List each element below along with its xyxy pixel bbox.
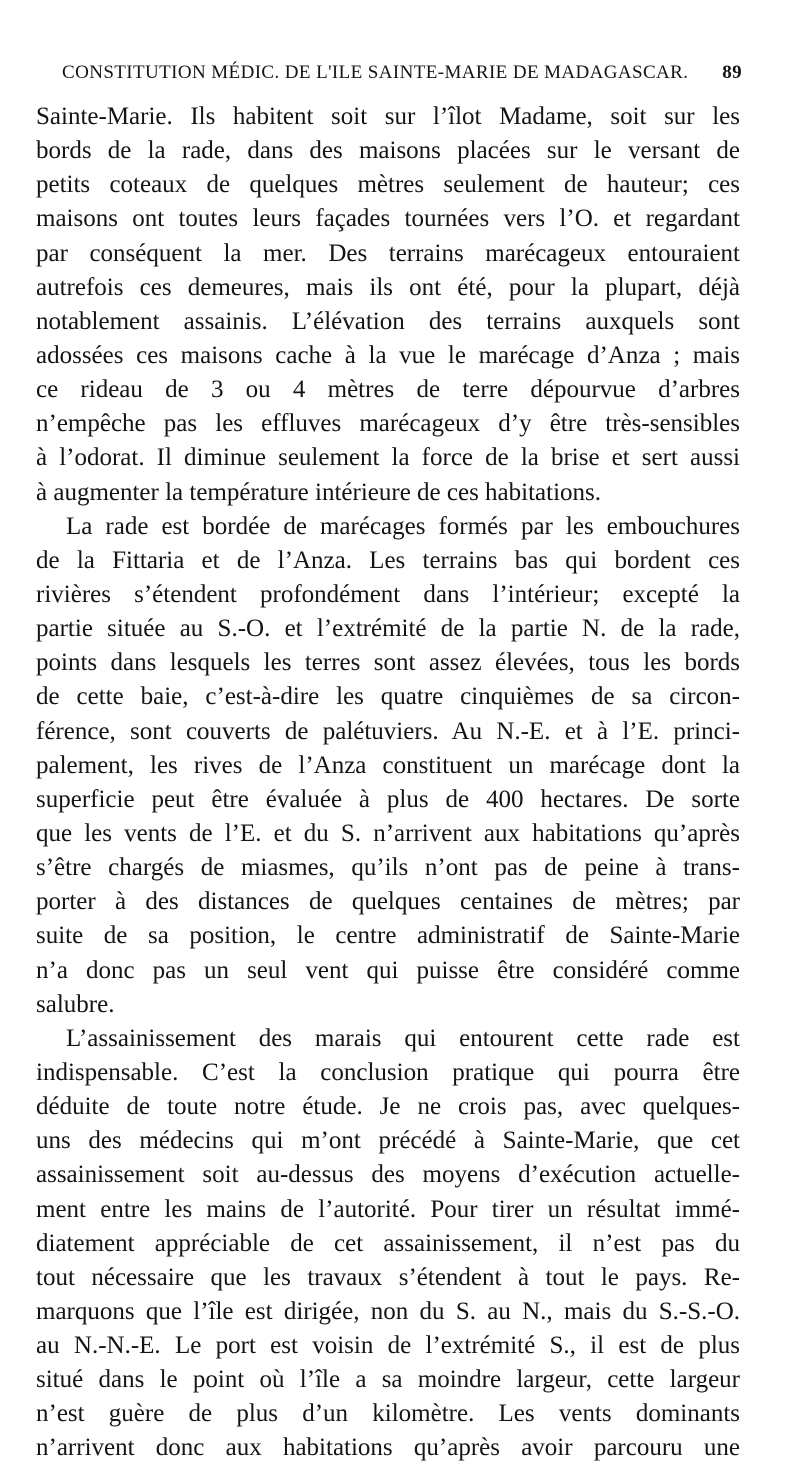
text-line: n’arrivent donc aux habitations qu’après avoir parcouru une — [36, 1434, 740, 1462]
paragraph-continuation — [36, 100, 740, 510]
text-line: L’assainissement des marais qui entourent cette rade est — [66, 1024, 740, 1052]
text-line: par conséquent la mer. Des terrains marécageux entouraient — [36, 239, 740, 267]
text-line: autrefois ces demeures, mais ils ont été, pour la plupart, déjà — [36, 273, 740, 301]
text-line: salubre. — [36, 990, 115, 1018]
text-line: que les vents de l’E. et du S. n’arrivent aux habitations qu’après — [36, 819, 740, 847]
text-line: de la Fittaria et de l’Anza. Les terrains bas qui bordent ces — [36, 546, 740, 574]
text-line: points dans lesquels les terres sont assez élevées, tous les bords — [36, 649, 740, 677]
text-line: palement, les rives de l’Anza constituent un marécage dont la — [36, 751, 740, 779]
text-line: notablement assainis. L’élévation des terrains auxquels sont — [36, 307, 740, 335]
text-line: indispensable. C’est la conclusion pratique qui pourra être — [36, 1058, 740, 1086]
text-line: n’est guère de plus d’un kilomètre. Les vents dominants — [36, 1400, 740, 1428]
text-line: suite de sa position, le centre administratif de Sainte-Marie — [36, 922, 740, 950]
paragraph-rade — [36, 510, 740, 1022]
text-line: La rade est bordée de marécages formés par les embouchures — [66, 512, 740, 540]
text-line: maisons ont toutes leurs façades tournées vers l’O. et regardant — [36, 205, 740, 233]
text-line: partie située au S.-O. et l’extrémité de la partie N. de la rade, — [36, 615, 740, 643]
text-line: s’être chargés de miasmes, qu’ils n’ont pas de peine à trans- — [36, 854, 740, 882]
text-line: de cette baie, c’est-à-dire les quatre cinquièmes de sa circon- — [36, 683, 740, 711]
text-line: n’a donc pas un seul vent qui puisse être considéré comme — [36, 956, 740, 984]
text-line: rivières s’étendent profondément dans l’intérieur; excepté la — [36, 580, 740, 608]
text-line: ment entre les mains de l’autorité. Pour tirer un résultat immé- — [36, 1195, 740, 1223]
text-line: férence, sont couverts de palétuviers. Au N.-E. et à l’E. princi- — [36, 717, 740, 745]
page-number: 89 — [722, 62, 742, 83]
text-line: bords de la rade, dans des maisons placées sur le versant de — [36, 137, 740, 165]
text-line: Sainte-Marie. Ils habitent soit sur l’îlot Madame, soit sur les — [36, 103, 740, 130]
text-line: petits coteaux de quelques mètres seulement de hauteur; ces — [36, 171, 740, 199]
paragraph-assainissement — [36, 1022, 740, 1466]
text-line: à l’odorat. Il diminue seulement la force de la brise et sert aussi — [36, 444, 740, 472]
text-line: uns des médecins qui m’ont précédé à Sainte-Marie, que cet — [36, 1127, 740, 1155]
text-line: tout nécessaire que les travaux s’étendent à tout le pays. Re- — [36, 1263, 740, 1291]
text-line: n’empêche pas les effluves marécageux d’y être très-sensibles — [36, 410, 740, 438]
body-text — [36, 100, 740, 1466]
text-line: ce rideau de 3 ou 4 mètres de terre dépourvue d’arbres — [36, 376, 740, 404]
text-line: marquons que l’île est dirigée, non du S. au N., mais du S.-S.-O. — [36, 1297, 740, 1325]
running-title: CONSTITUTION MÉDIC. DE L'ILE SAINTE-MARIE DE MADAGASCAR. — [62, 62, 689, 83]
running-header — [62, 62, 742, 88]
text-line: situé dans le point où l’île a sa moindre largeur, cette largeur — [36, 1366, 740, 1394]
text-line: superficie peut être évaluée à plus de 400 hectares. De sorte — [36, 785, 740, 813]
text-line: déduite de toute notre étude. Je ne crois pas, avec quelques- — [36, 1093, 740, 1121]
text-line: adossées ces maisons cache à la vue le marécage d’Anza ; mais — [36, 341, 740, 369]
text-line: porter à des distances de quelques centaines de mètres; par — [36, 888, 740, 916]
text-line: au N.-N.-E. Le port est voisin de l’extrémité S., il est de plus — [36, 1332, 740, 1360]
text-line: assainissement soit au-dessus des moyens d’exécution actuelle- — [36, 1161, 740, 1189]
text-line: diatement appréciable de cet assainissement, il n’est pas du — [36, 1229, 740, 1257]
text-line: à augmenter la température intérieure de ces habitations. — [36, 478, 602, 506]
